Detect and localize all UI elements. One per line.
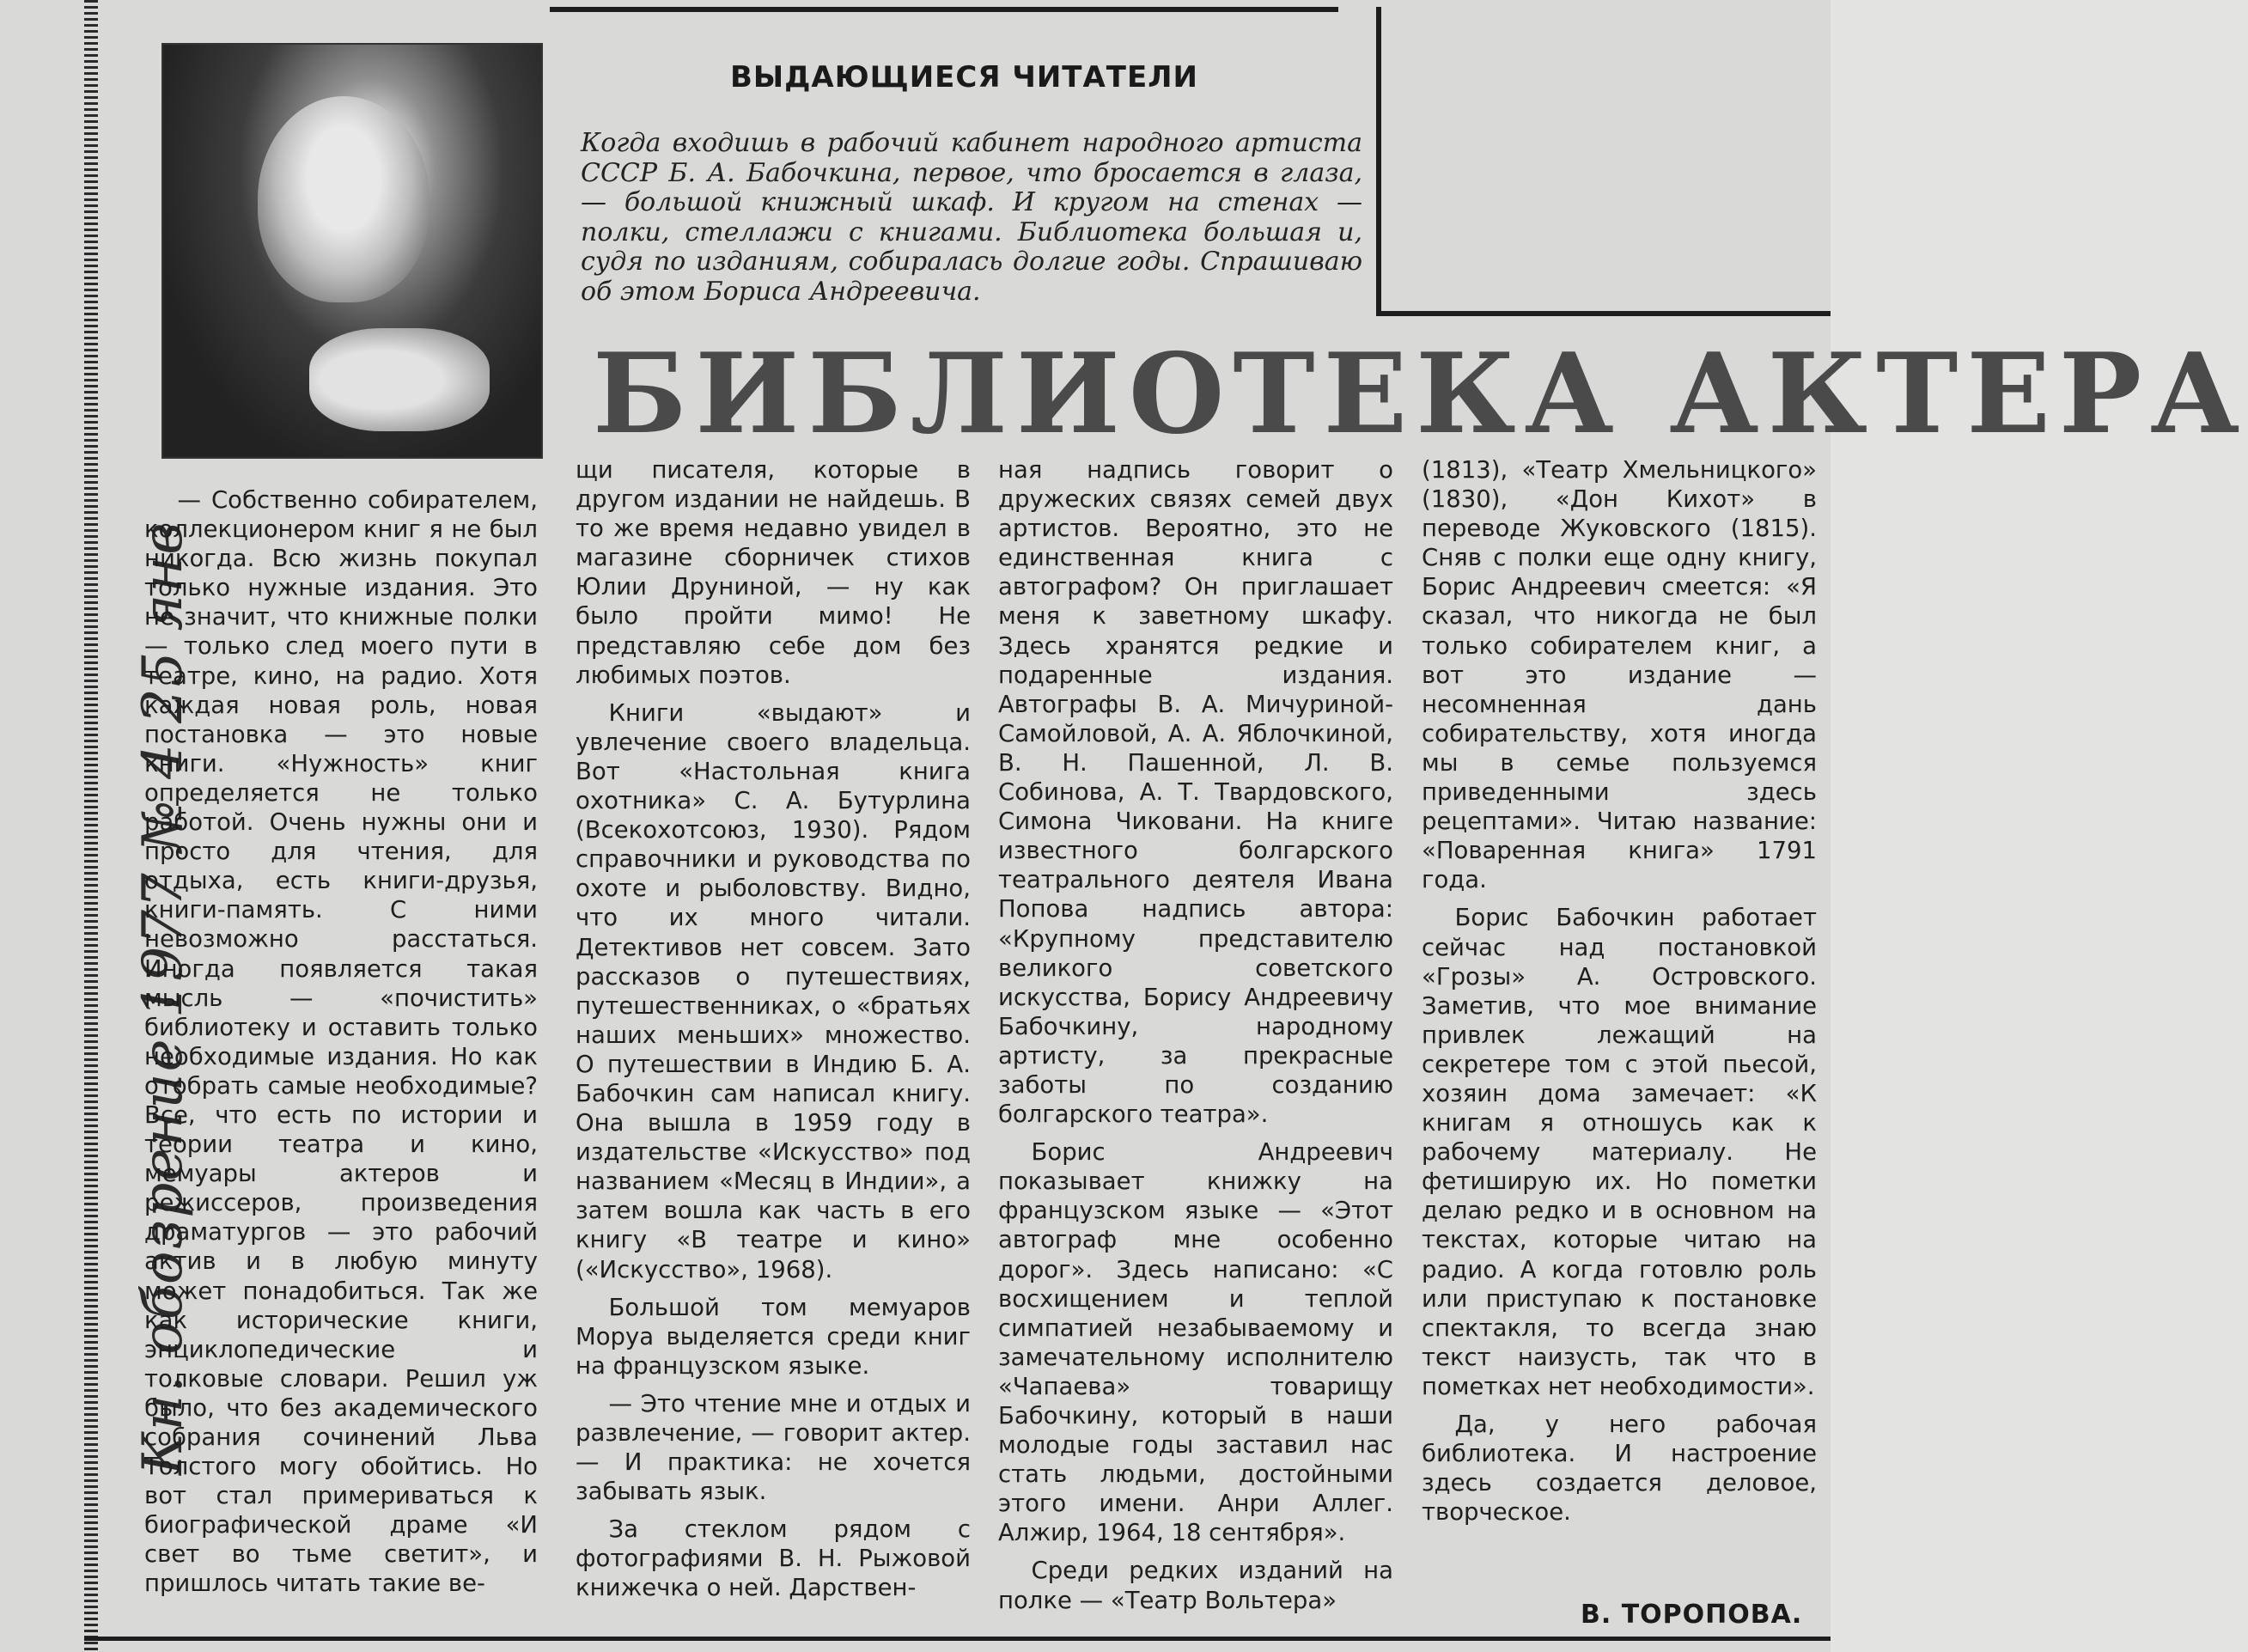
author-signature: В. ТОРОПОВА.	[1581, 1600, 1803, 1630]
article-column-3	[998, 455, 1393, 1615]
paragraph: За стеклом рядом с фотографиями В. Н. Рыжовой книжечка о ней. Дарствен-	[576, 1515, 971, 1602]
frame-rule-right	[1376, 7, 1381, 316]
headline: БИБЛИОТЕКА АКТЕРА	[593, 330, 2248, 459]
hatched-margin-rule	[84, 0, 98, 1652]
paragraph: Борис Андреевич показывает книжку на французском языке — «Этот автограф мне особенно дорог». Здесь написано: «С восхищением и теплой симпатией незабываемому и замечательному исполнителю «Чапаева» товарищу Бабочкину, который в наши молодые годы заставил нас стать людьми, достойными этого имени. Анри Аллег. Алжир, 1964, 18 сентября».	[998, 1138, 1393, 1547]
lead-paragraph: Когда входишь в рабочий кабинет народного артиста СССР Б. А. Бабочкина, первое, что бросается в глаза, — большой книжный шкаф. И кругом на стенах — полки, стеллажи с книгами. Библиотека большая и, судя по изданиям, собиралась долгие годы. Спрашиваю об этом Бориса Андреевича.	[581, 128, 1362, 307]
rubric-title: ВЫДАЮЩИЕСЯ ЧИТАТЕЛИ	[730, 60, 1198, 94]
paragraph: Большой том мемуаров Моруа выделяется среди книг на французском языке.	[576, 1293, 971, 1380]
portrait-head	[258, 96, 429, 302]
paragraph: Да, у него рабочая библиотека. И настроение здесь создается деловое, творческое.	[1422, 1411, 1817, 1527]
paragraph: Среди редких изданий на полке — «Театр Вольтера»	[998, 1557, 1393, 1614]
article-column-1	[144, 485, 538, 1599]
paragraph: (1813), «Театр Хмельницкого» (1830), «Дон Кихот» в переводе Жуковского (1815). Сняв с полки еще одну книгу, Борис Андреевич смеется: «Я сказал, что никогда не был только собирателем книг, а вот это издание — несомненная дань собирательству, хотя иногда мы в семье пользуемся приведенными здесь рецептами». Читаю название: «Поваренная книга» 1791 года.	[1422, 456, 1817, 894]
paragraph: — Собственно собирателем, коллекционером книг я не был никогда. Всю жизнь покупал только нужные издания. Это не значит, что книжные полки — только след моего пути в театре, кино, на радио. Хотя каждая новая роль, новая постановка — это новые книги. «Нужность» книг определяется не только работой. Очень нужны они и просто для чтения, для отдыха, есть книги-друзья, книги-память. С ними невозможно расстаться. Иногда появляется такая мысль — «почистить» библиотеку и оставить только необходимые издания. Но как отобрать самые необходимые? Все, что есть по истории и теории театра и кино, мемуары актеров и режиссеров, произведения драматургов — это рабочий актив и в любую минуту может понадобиться. Так же как исторические книги, энциклопедические и толковые словари. Решил уж было, что без академического собрания сочинений Льва Толстого могу обойтись. Но вот стал примериваться к биографической драме «И свет во тьме светит», и пришлось читать такие ве-	[144, 486, 538, 1598]
frame-rule-top	[550, 7, 1338, 12]
portrait-photo	[161, 43, 543, 459]
paragraph: ная надпись говорит о дружеских связях семей двух артистов. Вероятно, это не единственная книга с автографом? Он приглашает меня к заветному шкафу. Здесь хранятся редкие и подаренные издания. Автографы В. А. Мичуриной-Самойловой, А. А. Яблочкиной, В. Н. Пашенной, Л. В. Собинова, А. Т. Твардовского, Симона Чиковани. На книге известного болгарского театрального деятеля Ивана Попова надпись автора: «Крупному представителю великого советского искусства, Борису Андреевичу Бабочкину, народному артисту, за прекрасные заботы по созданию болгарского театра».	[998, 456, 1393, 1129]
paragraph: щи писателя, которые в другом издании не найдешь. В то же время недавно увидел в магазине сборничек стихов Юлии Друниной, — ну как было пройти мимо! Не представляю себе дом без любимых поэтов.	[576, 456, 971, 689]
paragraph: Борис Бабочкин работает сейчас над постановкой «Грозы» А. Островского. Заметив, что мое внимание привлек лежащий на секретере том с этой пьесой, хозяин дома замечает: «К книгам я отношусь как к рабочему материалу. Не фетиширую их. Но пометки делаю редко и в основном на текстах, которые читаю на радио. А когда готовлю роль или приступаю к постановке спектакля, то всегда знаю текст наизусть, так что в пометках нет необходимости».	[1422, 904, 1817, 1400]
frame-rule-step	[1376, 311, 1831, 316]
portrait-hands	[309, 328, 490, 431]
handwritten-source-note: Кн. обозрение 1977 № 4 25 янв	[131, 521, 195, 1475]
article-column-4	[1422, 455, 1817, 1527]
paragraph: Книги «выдают» и увлечение своего владельца. Вот «Настольная книга охотника» С. А. Бутурлина (Всекохотсоюз, 1930). Рядом справочники и руководства по охоте и рыболовству. Видно, что их много читали. Детективов нет совсем. Зато рассказов о путешествиях, путешественниках, о «братьях наших меньших» множество. О путешествии в Индию Б. А. Бабочкин сам написал книгу. Она вышла в 1959 году в издательстве «Искусство» под названием «Месяц в Индии», а затем вошла как часть в его книгу «В театре и кино» («Искусство», 1968).	[576, 698, 971, 1283]
paragraph: — Это чтение мне и отдых и развлечение, — говорит актер. — И практика: не хочется забывать язык.	[576, 1389, 971, 1506]
frame-rule-bottom	[84, 1637, 1831, 1641]
article-column-2	[576, 455, 971, 1603]
